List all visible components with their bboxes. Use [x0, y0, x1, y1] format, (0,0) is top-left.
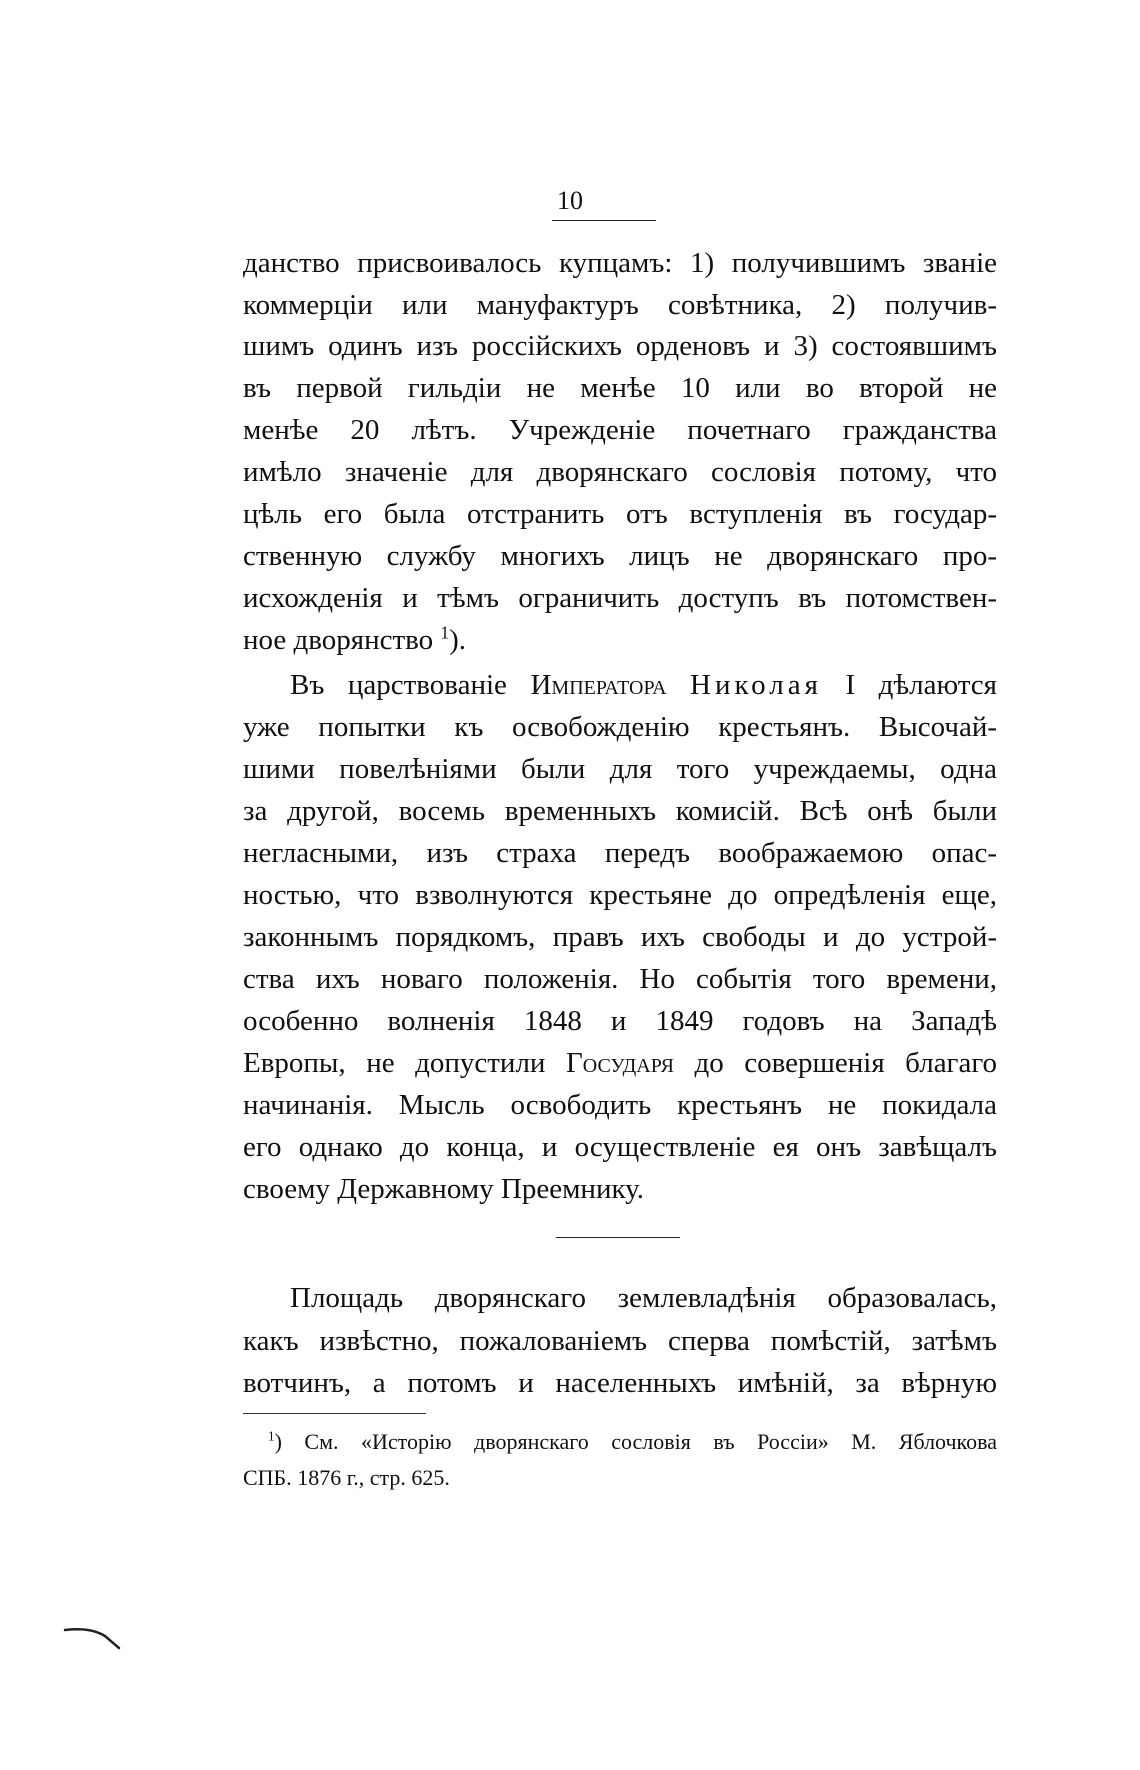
text-line: уже попытки къ освобожденію крестьянъ. Высочай-: [243, 711, 997, 743]
text-line: вотчинъ, а потомъ и населенныхъ имѣній, за вѣрную: [243, 1367, 997, 1399]
footnote-reference: 1: [440, 622, 450, 643]
text-line: за другой, восемь временныхъ комисій. Всѣ онѣ были: [243, 795, 997, 827]
text-span: до совершенія благаго: [694, 1047, 997, 1079]
text-line: ства ихъ новаго положенія. Но событія того времени,: [243, 963, 997, 995]
emphasis-sovereign: Государя: [565, 1047, 674, 1079]
text-span: Въ царствованіе: [290, 669, 507, 701]
text-line: негласными, изъ страха передъ воображаемою опас-: [243, 837, 997, 869]
text-line: въ первой гильдіи не менѣе 10 или во второй не: [243, 372, 997, 404]
text-line: коммерціи или мануфактуръ совѣтника, 2) получив-: [243, 289, 997, 321]
text-line: имѣло значеніе для дворянскаго сословія потому, что: [243, 456, 997, 488]
text-line: законнымъ порядкомъ, правъ ихъ свободы и до устрой-: [243, 921, 997, 953]
text-line: [243, 1169, 997, 1209]
text-line: [290, 665, 997, 705]
text-span: ).: [449, 624, 467, 656]
text-line: шими повелѣніями были для того учреждаемы, одна: [243, 753, 997, 785]
footnote-divider: [243, 1413, 426, 1414]
text-span: ное дворянство: [243, 624, 434, 656]
footnote-marker: 1: [268, 1428, 275, 1444]
text-span: Европы, не допустили: [243, 1047, 546, 1079]
footnote-line: [268, 1425, 997, 1459]
text-line: ственную службу многихъ лицъ не дворянскаго про-: [243, 540, 997, 572]
text-line: ностью, что взволнуются крестьяне до опредѣленія еще,: [243, 879, 997, 911]
text-line: особенно волненія 1848 и 1849 годовъ на Западѣ: [243, 1005, 997, 1037]
text-line: менѣе 20 лѣтъ. Учрежденіе почетнаго гражданства: [243, 414, 997, 446]
text-line: цѣль его была отстранить отъ вступленія въ государ-: [243, 498, 997, 530]
page-number: 10: [557, 186, 583, 215]
text-line: данство присвоивалось купцамъ: 1) получившимъ званіе: [243, 247, 997, 279]
emphasis-emperor: Императора: [530, 669, 667, 701]
text-line: Площадь дворянскаго землевладѣнія образовалась,: [290, 1282, 997, 1314]
text-line: начинанія. Мысль освободить крестьянъ не покидала: [243, 1089, 997, 1121]
text-line: шимъ одинъ изъ россійскихъ орденовъ и 3) состоявшимъ: [243, 330, 997, 362]
page-number-rule: [552, 220, 656, 221]
text-line: его однако до конца, и осуществленіе ея онъ завѣщалъ: [243, 1131, 997, 1163]
emphasis-name: Николая: [690, 669, 822, 701]
text-line: исхожденія и тѣмъ ограничить доступъ въ потомствен-: [243, 582, 997, 614]
text-span: Державному Преемнику.: [337, 1173, 644, 1205]
scan-mark: [63, 1622, 123, 1652]
text-span: I дѣлаются: [845, 669, 998, 701]
text-line: [243, 620, 997, 660]
footnote-line: СПБ. 1876 г., стр. 625.: [243, 1465, 450, 1490]
text-line: какъ извѣстно, пожалованіемъ сперва помѣстій, затѣмъ: [243, 1325, 997, 1357]
text-span: своему: [243, 1173, 330, 1205]
footnote-text: ) См. «Исторію дворянскаго сословія въ Россіи» М. Яблочкова: [274, 1429, 997, 1454]
section-divider: [556, 1237, 680, 1238]
text-line: [243, 1043, 997, 1083]
